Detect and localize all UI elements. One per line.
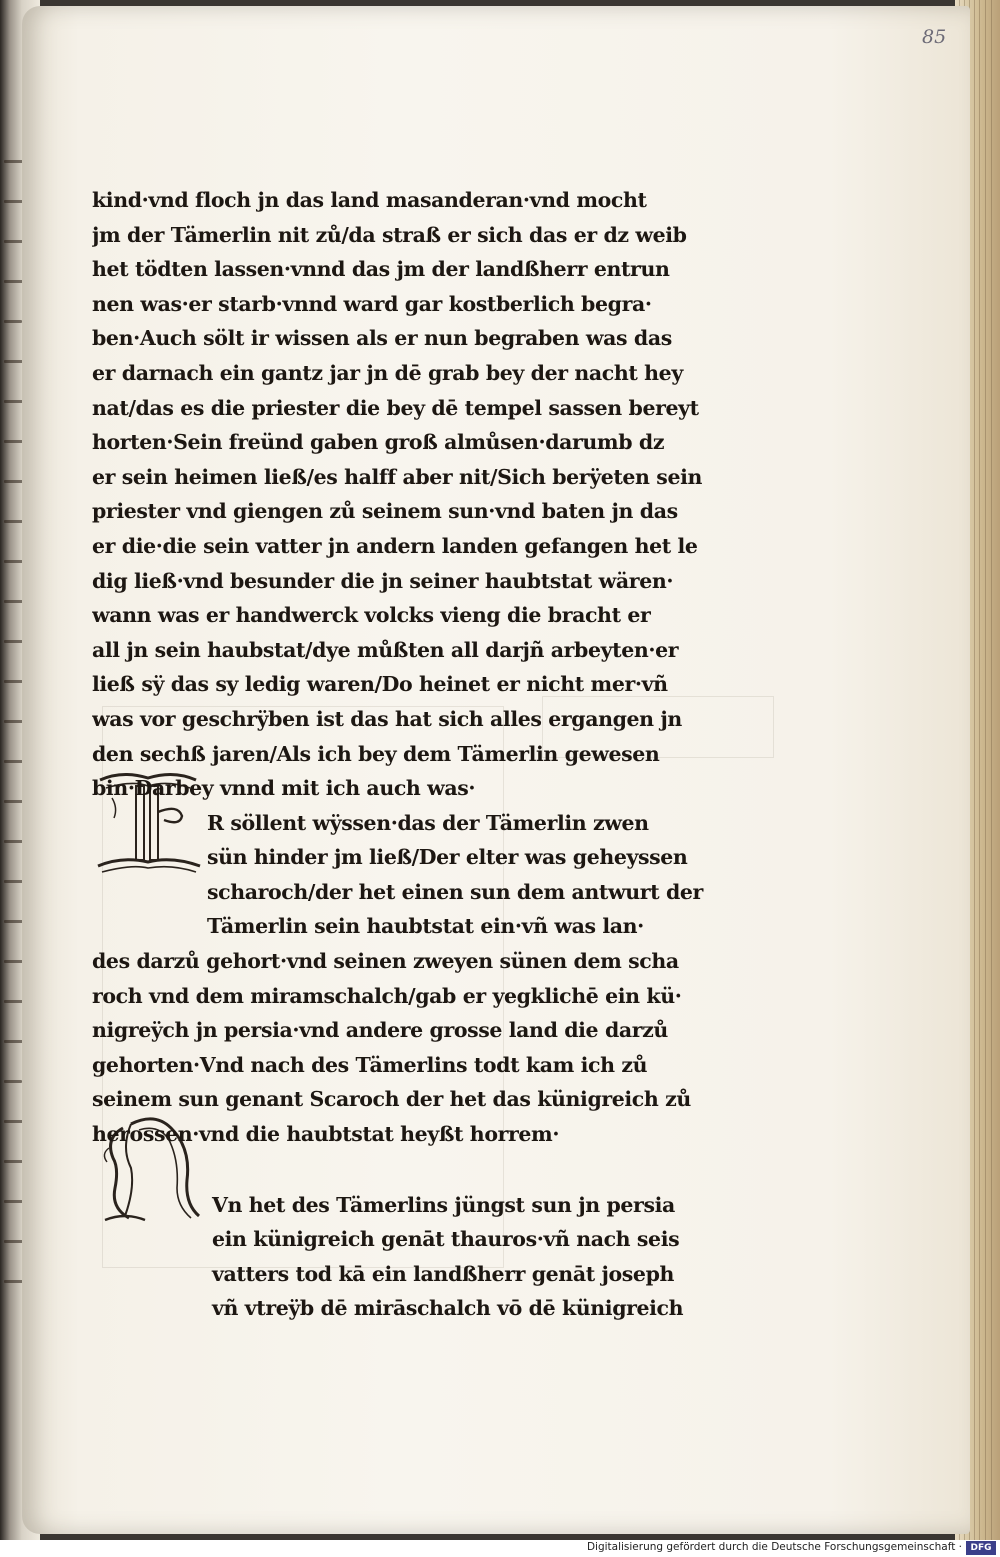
text-line: wann was er handwerck volcks vieng die bracht er — [92, 603, 651, 628]
text-line: was vor geschrÿben ist das hat sich alles ergangen jn — [92, 706, 682, 731]
text-line: dig ließ·vnd besunder die jn seiner haubtstat wären· — [92, 568, 674, 593]
text-line: nigreÿch jn persia·vnd andere grosse land die darzů — [92, 1018, 668, 1043]
page-text — [92, 183, 752, 1326]
text-line: ben·Auch sölt ir wissen als er nun begraben was das — [92, 326, 672, 351]
text-line: nen was·er starb·vnnd ward gar kostberlich begra· — [92, 291, 652, 316]
text-line: all jn sein haubstat/dye můßten all darjñ arbeyten·er — [92, 637, 679, 662]
text-line: roch vnd dem miramschalch/gab er yegklichē ein kü· — [92, 983, 682, 1008]
text-line: er darnach ein gantz jar jn dē grab bey der nacht hey — [92, 360, 683, 385]
text-line: Vn het des Tämerlins jüngst sun jn persia — [212, 1192, 675, 1217]
text-line: sün hinder jm ließ/Der elter was geheyssen — [207, 845, 688, 870]
dfg-logo: DFG — [966, 1541, 996, 1555]
text-line: Tämerlin sein haubtstat ein·vñ was lan· — [207, 914, 644, 939]
text-line: priester vnd giengen zů seinem sun·vnd baten jn das — [92, 499, 678, 524]
text-line: R söllent wÿssen·das der Tämerlin zwen — [207, 810, 649, 835]
text-line: kind·vnd floch jn das land masanderan·vnd mocht — [92, 188, 647, 212]
text-line: het tödten lassen·vnnd das jm der landßherr entrun — [92, 257, 670, 282]
text-line: des darzů gehort·vnd seinen zweyen sünen dem scha — [92, 949, 679, 974]
text-line: vatters tod kā ein landßherr genāt joseph — [212, 1261, 675, 1286]
text-line: jm der Tämerlin nit zů/da straß er sich das er dz weib — [92, 222, 687, 247]
folio-number: 85 — [922, 26, 947, 48]
text-line: scharoch/der het einen sun dem antwurt der — [207, 879, 703, 904]
text-line: gehorten·Vnd nach des Tämerlins todt kam ich zů — [92, 1052, 648, 1077]
text-line: bin·Darbey vnnd mit ich auch was· — [92, 776, 476, 801]
text-line: er die·die sein vatter jn andern landen gefangen het le — [92, 533, 698, 558]
text-line: nat/das es die priester die bey dē tempel sassen bereyt — [92, 395, 699, 420]
funding-notice: Digitalisierung gefördert durch die Deutsche Forschungsgemeinschaft · — [586, 1541, 962, 1553]
text-line: herossen·vnd die haubtstat heyßt horrem· — [92, 1122, 560, 1147]
text-line: ein künigreich genāt thauros·vñ nach seis — [212, 1227, 680, 1252]
text-line: horten·Sein freünd gaben groß almůsen·darumb dz — [92, 430, 665, 455]
text-line: ließ sÿ das sy ledig waren/Do heinet er nicht mer·vñ — [92, 672, 668, 697]
text-line: vñ vtreÿb dē mirāschalch vō dē künigreich — [212, 1296, 684, 1321]
text-line: den sechß jaren/Als ich bey dem Tämerlin gewesen — [92, 741, 660, 766]
footer-bar — [0, 1540, 1000, 1557]
text-line: er sein heimen ließ/es halff aber nit/Sich berÿeten sein — [92, 464, 702, 489]
text-line: seinem sun genant Scaroch der het das künigreich zů — [92, 1087, 691, 1112]
